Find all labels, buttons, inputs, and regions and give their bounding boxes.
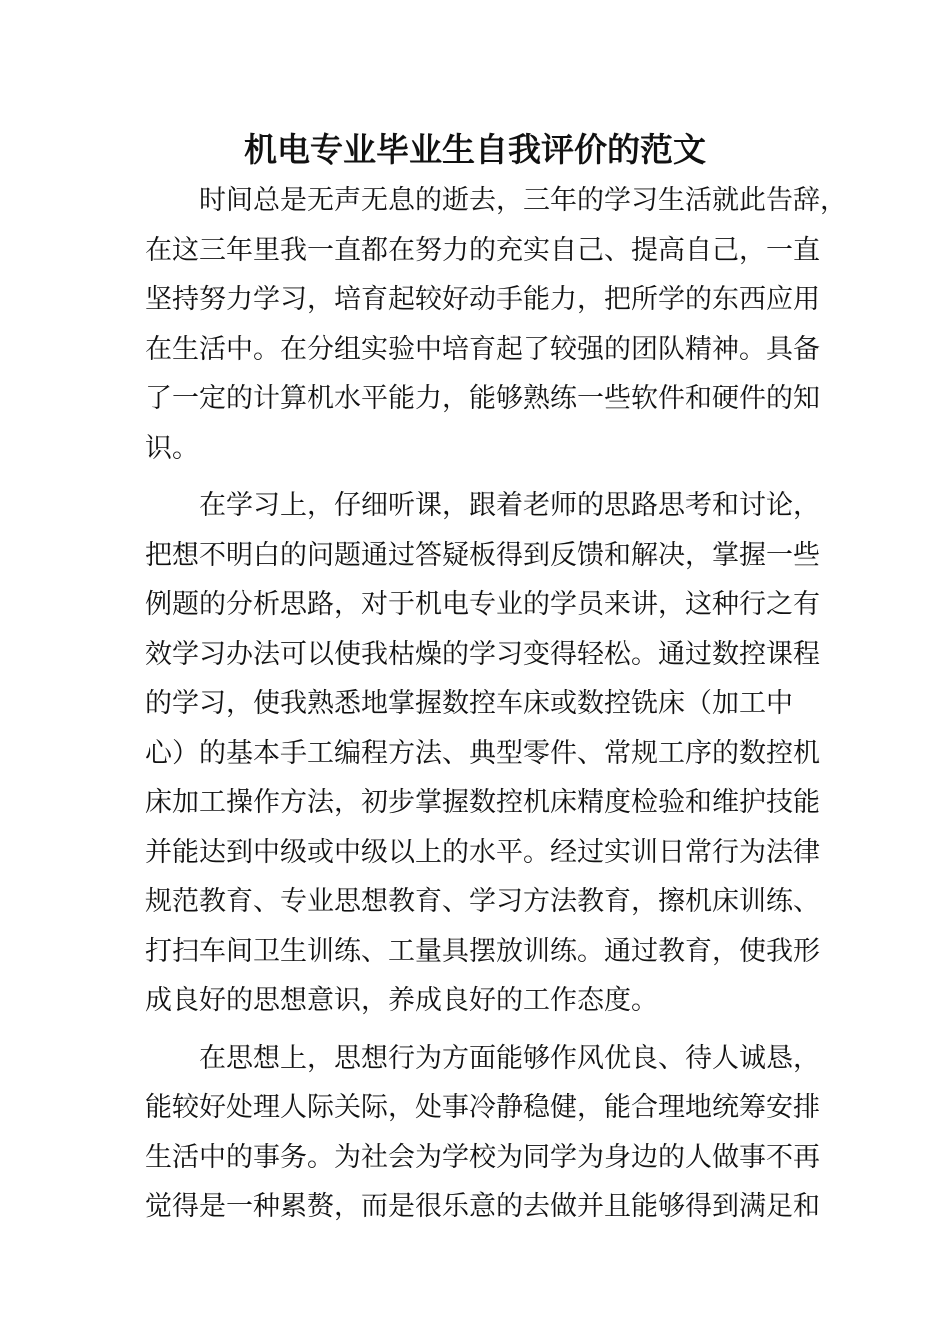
text-line: 在这三年里我一直都在努力的充实自己、提高自己，一直 <box>145 234 820 266</box>
text-line: 把想不明白的问题通过答疑板得到反馈和解决，掌握一些 <box>145 539 820 571</box>
text-line: 能较好处理人际关际，处事冷静稳健，能合理地统筹安排 <box>145 1092 820 1123</box>
text-line: 在生活中。在分组实验中培育起了较强的团队精神。具备 <box>145 333 820 365</box>
text-line: 效学习办法可以使我枯燥的学习变得轻松。通过数控课程 <box>145 638 820 670</box>
paragraph-1 <box>145 176 847 473</box>
text-line: 规范教育、专业思想教育、学习方法教育，擦机床训练、 <box>145 886 820 917</box>
paragraph-spacing <box>145 1026 825 1034</box>
text-line: 坚持努力学习，培育起较好动手能力，把所学的东西应用 <box>145 284 820 315</box>
paragraph-2 <box>145 481 825 1026</box>
text-line: 生活中的事务。为社会为学校为同学为身边的人做事不再 <box>145 1141 820 1173</box>
document-body <box>145 176 847 1232</box>
text-line: 觉得是一种累赘，而是很乐意的去做并且能够得到满足和 <box>145 1191 820 1222</box>
text-line: 例题的分析思路，对于机电专业的学员来讲，这种行之有 <box>145 589 820 620</box>
text-line: 的学习，使我熟悉地掌握数控车床或数控铣床（加工中 <box>145 688 793 719</box>
document-title: 机电专业毕业生自我评价的范文 <box>244 130 706 169</box>
text-line: 打扫车间卫生训练、工量具摆放训练。通过教育，使我形 <box>145 935 820 967</box>
text-line: 心）的基本手工编程方法、典型零件、常规工序的数控机 <box>145 737 820 769</box>
text-line: 在学习上，仔细听课，跟着老师的思路思考和讨论， <box>145 490 820 521</box>
text-line: 识。 <box>145 432 199 464</box>
text-line: 床加工操作方法，初步掌握数控机床精度检验和维护技能 <box>145 787 820 818</box>
paragraph-spacing <box>145 473 825 481</box>
text-line: 时间总是无声无息的逝去，三年的学习生活就此告辞， <box>145 185 847 216</box>
text-line: 在思想上，思想行为方面能够作风优良、待人诚恳， <box>145 1042 820 1074</box>
text-line: 成良好的思想意识，养成良好的工作态度。 <box>145 985 658 1016</box>
text-line: 了一定的计算机水平能力，能够熟练一些软件和硬件的知 <box>145 383 820 414</box>
paragraph-3 <box>145 1034 825 1232</box>
text-line: 并能达到中级或中级以上的水平。经过实训日常行为法律 <box>145 836 820 868</box>
